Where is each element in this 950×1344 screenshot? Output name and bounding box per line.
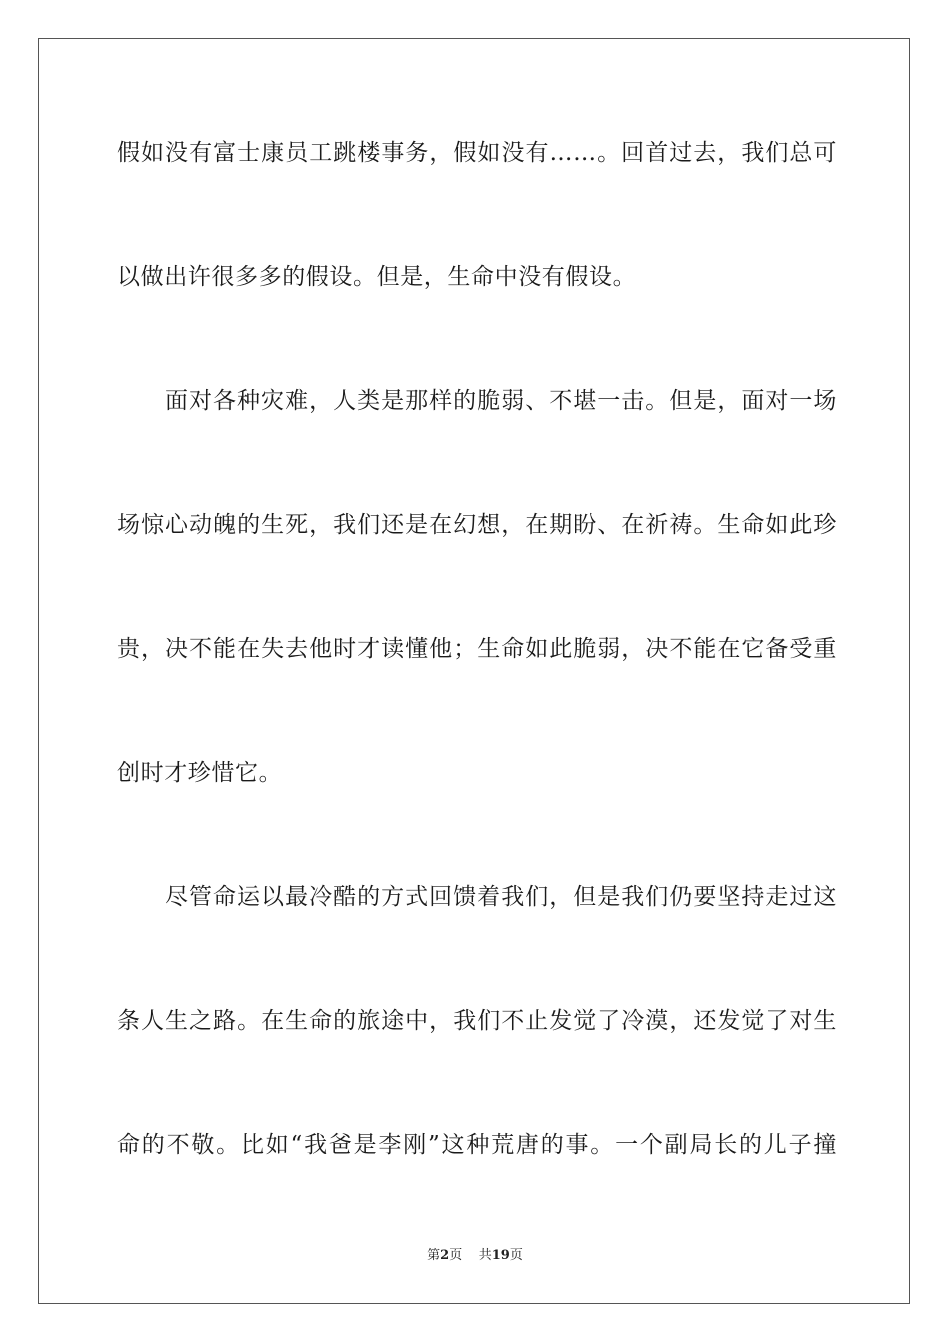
total-suffix: 页 [509,1248,523,1263]
text-line: 假如没有富士康员工跳楼事务，假如没有……。回首过去，我们总可 [117,140,837,166]
page-footer [0,1248,950,1264]
text-line: 面对各种灾难，人类是那样的脆弱、不堪一击。但是，面对一场 [165,388,837,414]
text-line: 条人生之路。在生命的旅途中，我们不止发觉了冷漠，还发觉了对生 [117,1008,837,1034]
text-line: 创时才珍惜它。 [117,760,283,786]
text-line: 命的不敬。比如“我爸是李刚”这种荒唐的事。一个副局长的儿子撞 [117,1132,837,1158]
text-line: 贵，决不能在失去他时才读懂他；生命如此脆弱，决不能在它备受重 [117,636,837,662]
text-line: 场惊心动魄的生死，我们还是在幻想，在期盼、在祈祷。生命如此珍 [117,512,837,538]
text-line: 尽管命运以最冷酷的方式回馈着我们，但是我们仍要坚持走过这 [165,884,837,910]
page-suffix: 页 [449,1248,463,1263]
total-page-count: 19 [491,1248,510,1263]
current-page-number: 2 [440,1248,450,1263]
page-prefix: 第 [427,1248,441,1263]
text-line: 以做出许很多多的假设。但是，生命中没有假设。 [117,264,637,290]
page-border [38,38,910,1304]
total-prefix: 共 [478,1248,492,1263]
